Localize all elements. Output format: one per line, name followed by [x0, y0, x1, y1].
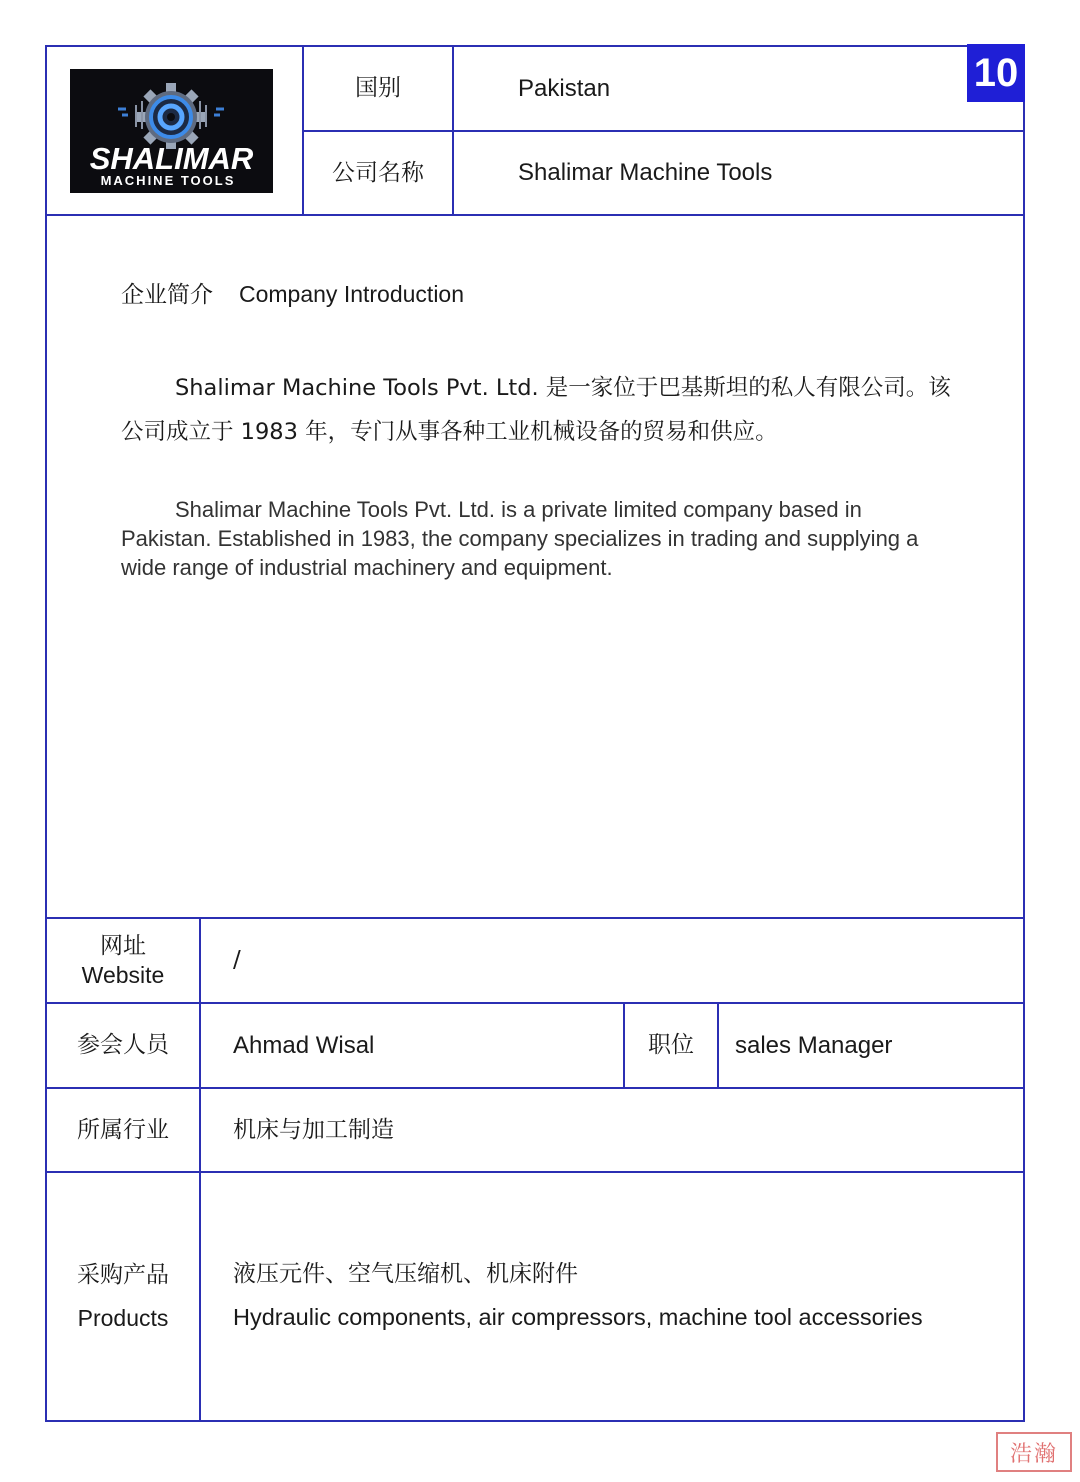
industry-value [233, 1089, 933, 1171]
intro-heading-cn: 企业简介 [121, 282, 213, 308]
website-label-cn: 网址 [100, 932, 146, 959]
intro-heading-en: Company Introduction [239, 281, 465, 307]
website-value-text: / [233, 947, 241, 974]
logo-brand-text: SHALIMAR [89, 141, 254, 176]
position-label [625, 1004, 717, 1087]
products-value-cn: 液压元件、空气压缩机、机床附件 [233, 1261, 578, 1288]
position-value [735, 1004, 1015, 1087]
divider [452, 45, 454, 215]
company-value-text: Shalimar Machine Tools [518, 159, 773, 186]
country-label [304, 47, 452, 130]
attendee-label-text: 参会人员 [77, 1032, 169, 1059]
website-label [47, 919, 199, 1002]
country-value [518, 47, 958, 130]
intro-paragraph-en: Shalimar Machine Tools Pvt. Ltd. is a private limited company based in Pakistan. Established in 1983, the company specializes in trading and supplying a wide range of industrial machinery and equipment. [121, 497, 919, 580]
company-value [518, 132, 998, 214]
products-label-cn: 采购产品 [77, 1261, 169, 1288]
page-number-badge: 10 [967, 44, 1025, 102]
products-value-en: Hydraulic components, air compressors, machine tool accessories [233, 1304, 923, 1331]
country-label-text: 国别 [355, 75, 401, 102]
position-value-text: sales Manager [735, 1031, 893, 1059]
website-value [233, 919, 933, 1002]
products-value [233, 1173, 1013, 1420]
website-label-en: Website [81, 961, 165, 988]
attendee-name [233, 1004, 613, 1087]
industry-label [47, 1089, 199, 1171]
attendee-name-text: Ahmad Wisal [233, 1031, 375, 1059]
industry-label-text: 所属行业 [77, 1116, 169, 1143]
company-label [304, 132, 452, 214]
logo-subtitle-text: MACHINE TOOLS [100, 173, 236, 188]
company-logo [70, 69, 273, 193]
products-label-en: Products [77, 1304, 169, 1331]
divider [45, 214, 1025, 216]
gear-icon [70, 69, 273, 149]
intro-heading [121, 276, 464, 309]
company-label-text: 公司名称 [332, 159, 424, 186]
country-value-text: Pakistan [518, 74, 611, 102]
position-label-text: 职位 [648, 1032, 694, 1059]
corner-stamp: 浩瀚 [996, 1432, 1072, 1472]
divider [717, 1002, 719, 1088]
divider [199, 917, 201, 1422]
intro-paragraph-cn: Shalimar Machine Tools Pvt. Ltd. 是一家位于巴基斯坦的私人有限公司。该公司成立于 1983 年，专门从事各种工业机械设备的贸易和供应。 [121, 375, 951, 445]
attendee-label [47, 1004, 199, 1087]
industry-value-text: 机床与加工制造 [233, 1116, 394, 1143]
products-label [47, 1173, 199, 1420]
